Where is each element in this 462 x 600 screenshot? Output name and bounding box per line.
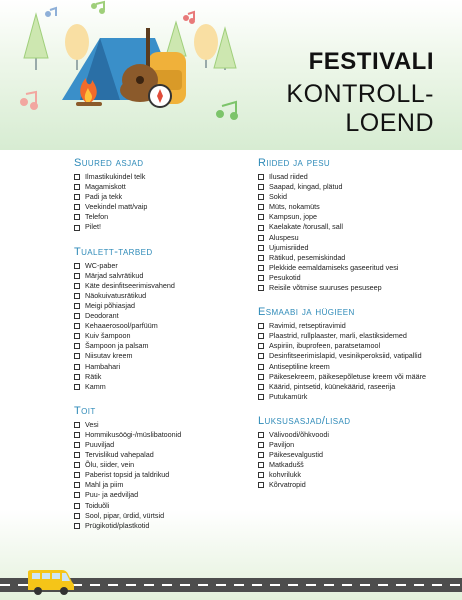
checklist-item[interactable] bbox=[74, 490, 259, 500]
checkbox[interactable] bbox=[74, 343, 80, 349]
item-label: Padi ja tekk bbox=[85, 192, 123, 202]
music-note-icon bbox=[21, 92, 37, 109]
item-label: Veekindel matt/vaip bbox=[85, 202, 148, 212]
checkbox[interactable] bbox=[258, 374, 264, 380]
item-label: Kampsun, jope bbox=[269, 212, 317, 222]
item-label: Telefon bbox=[85, 212, 109, 222]
checkbox[interactable] bbox=[74, 313, 80, 319]
checklist-item[interactable] bbox=[258, 263, 458, 273]
checkbox[interactable] bbox=[258, 442, 264, 448]
checklist-item[interactable] bbox=[258, 182, 458, 192]
tree-icon bbox=[24, 14, 48, 70]
item-label: Plekkide eemaldamiseks gaseeritud vesi bbox=[269, 262, 399, 272]
item-label: Puuviljad bbox=[85, 439, 115, 449]
item-label: Kehaaerosool/parfüüm bbox=[85, 321, 158, 331]
checkbox[interactable] bbox=[74, 384, 80, 390]
item-label: Märjad salvrätikud bbox=[85, 270, 144, 280]
section-heading: Esmaabi ja hügieen bbox=[258, 306, 355, 319]
item-label: Paberist topsid ja taldrikud bbox=[85, 470, 170, 480]
checkbox[interactable] bbox=[258, 343, 264, 349]
checklist-item[interactable] bbox=[74, 301, 259, 311]
item-label: Ujumisriided bbox=[269, 242, 309, 252]
checkbox[interactable] bbox=[258, 174, 264, 180]
section-luxury bbox=[258, 414, 458, 491]
checklist-item[interactable] bbox=[74, 311, 259, 321]
item-label: Paviljon bbox=[269, 439, 295, 449]
checklist-item[interactable] bbox=[74, 362, 259, 372]
item-label: Aluspesu bbox=[269, 232, 299, 242]
item-label: Kõrvatropid bbox=[269, 480, 306, 490]
item-label: Puu- ja aedviljad bbox=[85, 490, 139, 500]
checklist-item[interactable] bbox=[74, 430, 259, 440]
item-label: Pilet! bbox=[85, 222, 101, 232]
checkbox[interactable] bbox=[74, 482, 80, 488]
checklist-item[interactable] bbox=[74, 501, 259, 511]
checklist bbox=[74, 261, 259, 392]
checkbox[interactable] bbox=[258, 235, 264, 241]
checkbox[interactable] bbox=[258, 384, 264, 390]
checklist bbox=[74, 172, 259, 233]
checklist bbox=[258, 172, 458, 293]
item-label: Kuiv šampoon bbox=[85, 331, 131, 341]
section-toiletries bbox=[74, 245, 259, 392]
checklist-item[interactable] bbox=[258, 233, 458, 243]
item-label: Reisile võtmise suuruses pesuseep bbox=[269, 283, 382, 293]
item-label: Saapad, kingad, plätud bbox=[269, 182, 343, 192]
checklist-item[interactable] bbox=[258, 202, 458, 212]
music-note-icon bbox=[46, 8, 56, 16]
item-label: Müts, nokamüts bbox=[269, 202, 320, 212]
checklist-item[interactable] bbox=[74, 222, 259, 232]
checklist-item[interactable] bbox=[74, 172, 259, 182]
section-first-aid bbox=[258, 305, 458, 402]
checklist bbox=[258, 430, 458, 491]
item-label: Käärid, pintsetid, küünekäärid, raseerija bbox=[269, 381, 396, 391]
page-title-line-2: KONTROLL-LOEND bbox=[286, 80, 434, 137]
checkbox[interactable] bbox=[74, 194, 80, 200]
item-label: Välivoodi/õhkvoodi bbox=[269, 429, 329, 439]
checkbox[interactable] bbox=[74, 492, 80, 498]
checklist-item[interactable] bbox=[74, 192, 259, 202]
checkbox[interactable] bbox=[74, 204, 80, 210]
checklist-item[interactable] bbox=[74, 440, 259, 450]
checkbox[interactable] bbox=[74, 293, 80, 299]
checkbox[interactable] bbox=[74, 462, 80, 468]
checkbox[interactable] bbox=[74, 174, 80, 180]
item-label: Putukamürk bbox=[269, 391, 308, 401]
item-label: kohvrilukk bbox=[269, 470, 301, 480]
checkbox[interactable] bbox=[74, 442, 80, 448]
item-label: Sokid bbox=[269, 192, 287, 202]
checkbox[interactable] bbox=[74, 503, 80, 509]
section-heading: Tualett-tarbed bbox=[74, 245, 153, 258]
tree-icon bbox=[194, 24, 218, 68]
item-label: Käte desinfitseerimisvahend bbox=[85, 280, 175, 290]
checklist-item[interactable] bbox=[258, 382, 458, 392]
section-food bbox=[74, 404, 259, 531]
checklist-item[interactable] bbox=[258, 440, 458, 450]
item-label: Prügikotid/plastkotid bbox=[85, 520, 150, 530]
checkbox[interactable] bbox=[258, 265, 264, 271]
checklist-item[interactable] bbox=[258, 172, 458, 182]
section-big-items bbox=[74, 156, 259, 233]
checklist-item[interactable] bbox=[258, 212, 458, 222]
item-label: Päikesekreem, päikesepõletuse kreem või määre bbox=[269, 371, 427, 381]
item-label: Rätik bbox=[85, 371, 102, 381]
checkbox[interactable] bbox=[258, 394, 264, 400]
checkbox[interactable] bbox=[258, 452, 264, 458]
checkbox[interactable] bbox=[74, 374, 80, 380]
item-label: Ilusad riided bbox=[269, 172, 308, 181]
page-title-line-1: FESTIVALI bbox=[308, 48, 434, 75]
item-label: Desinfitseerimislapid, vesinikperoksiid, vatipallid bbox=[269, 351, 422, 361]
checkbox[interactable] bbox=[258, 482, 264, 488]
section-heading: Suured asjad bbox=[74, 157, 144, 169]
item-label: Näokuivatusrätikud bbox=[85, 290, 147, 300]
checklist-item[interactable] bbox=[74, 331, 259, 341]
checklist-item[interactable] bbox=[74, 261, 259, 271]
checklist-item[interactable] bbox=[74, 420, 259, 430]
item-label: Aspiriin, ibuprofeen, paratsetamool bbox=[269, 341, 381, 351]
checklist-item[interactable] bbox=[258, 372, 458, 382]
item-label: Kamm bbox=[85, 381, 106, 391]
item-label: Mahl ja piim bbox=[85, 480, 124, 490]
section-heading: Toit bbox=[74, 404, 96, 417]
section-clothes bbox=[258, 156, 458, 293]
section-heading: Riided ja pesu bbox=[258, 157, 331, 169]
left-column bbox=[74, 152, 259, 531]
checklist-item[interactable] bbox=[258, 283, 458, 293]
right-column bbox=[258, 152, 458, 490]
item-label: Rätikud, pesemiskindad bbox=[269, 252, 346, 262]
checklist-item[interactable] bbox=[258, 341, 458, 351]
item-label: Niisutav kreem bbox=[85, 351, 133, 361]
checklist-item[interactable] bbox=[74, 291, 259, 301]
item-label: Toiduõli bbox=[85, 500, 110, 510]
checkbox[interactable] bbox=[258, 432, 264, 438]
checkbox[interactable] bbox=[74, 323, 80, 329]
item-label: Magamiskott bbox=[85, 182, 126, 192]
checkbox[interactable] bbox=[258, 323, 264, 329]
checklist-item[interactable] bbox=[258, 480, 458, 490]
checkbox[interactable] bbox=[258, 353, 264, 359]
checklist-item[interactable] bbox=[74, 511, 259, 521]
item-label: Kaelakate /torusall, sall bbox=[269, 222, 343, 232]
checkbox[interactable] bbox=[258, 255, 264, 261]
checkbox[interactable] bbox=[74, 273, 80, 279]
checkbox[interactable] bbox=[74, 472, 80, 478]
item-label: Tervislikud vahepalad bbox=[85, 450, 154, 460]
checklist-item[interactable] bbox=[74, 450, 259, 460]
item-label: Ilmastikukindel telk bbox=[85, 172, 146, 181]
checkbox[interactable] bbox=[258, 472, 264, 478]
checklist-item[interactable] bbox=[258, 321, 458, 331]
checkbox[interactable] bbox=[74, 364, 80, 370]
item-label: Matkadušš bbox=[269, 460, 304, 470]
checklist-item[interactable] bbox=[74, 212, 259, 222]
item-label: Hommikusöögi-/müslibatoonid bbox=[85, 429, 182, 439]
item-label: Vesi bbox=[85, 419, 99, 429]
checklist-item[interactable] bbox=[74, 281, 259, 291]
checkbox[interactable] bbox=[258, 214, 264, 220]
checkbox[interactable] bbox=[258, 225, 264, 231]
checkbox[interactable] bbox=[74, 422, 80, 428]
checklist-item[interactable] bbox=[74, 351, 259, 361]
checkbox[interactable] bbox=[258, 275, 264, 281]
music-note-icon bbox=[92, 2, 104, 13]
checklist-item[interactable] bbox=[74, 382, 259, 392]
checklist-item[interactable] bbox=[258, 460, 458, 470]
item-label: Meigi põhiasjad bbox=[85, 300, 135, 310]
checkbox[interactable] bbox=[74, 225, 80, 231]
checklist-item[interactable] bbox=[74, 182, 259, 192]
item-label: Deodorant bbox=[85, 311, 119, 321]
checklist-item[interactable] bbox=[258, 222, 458, 232]
checklist-item[interactable] bbox=[258, 351, 458, 361]
checkbox[interactable] bbox=[74, 432, 80, 438]
item-label: Õlu, siider, vein bbox=[85, 460, 135, 470]
checklist-item[interactable] bbox=[74, 271, 259, 281]
checkbox[interactable] bbox=[74, 263, 80, 269]
checklist-item[interactable] bbox=[258, 362, 458, 372]
checklist-item[interactable] bbox=[74, 341, 259, 351]
checklist-item[interactable] bbox=[74, 321, 259, 331]
checkbox[interactable] bbox=[258, 333, 264, 339]
item-label: WC-paber bbox=[85, 260, 118, 270]
checkbox[interactable] bbox=[74, 523, 80, 529]
checklist-item[interactable] bbox=[258, 450, 458, 460]
checklist-item[interactable] bbox=[258, 273, 458, 283]
checkbox[interactable] bbox=[74, 184, 80, 190]
checklist-item[interactable] bbox=[258, 430, 458, 440]
checkbox[interactable] bbox=[258, 194, 264, 200]
checkbox[interactable] bbox=[74, 283, 80, 289]
checklist-item[interactable] bbox=[74, 460, 259, 470]
checklist-item[interactable] bbox=[74, 372, 259, 382]
checkbox[interactable] bbox=[258, 204, 264, 210]
van-icon bbox=[26, 568, 76, 596]
music-note-icon bbox=[184, 12, 194, 23]
checklist-item[interactable] bbox=[258, 192, 458, 202]
item-label: Plaastrid, rullplaaster, marli, elastiksidemed bbox=[269, 331, 407, 341]
checklist-item[interactable] bbox=[74, 202, 259, 212]
checkbox[interactable] bbox=[258, 184, 264, 190]
checklist-item[interactable] bbox=[74, 480, 259, 490]
compass-icon bbox=[149, 85, 171, 107]
checklist-item[interactable] bbox=[258, 253, 458, 263]
checkbox[interactable] bbox=[74, 333, 80, 339]
checklist-item[interactable] bbox=[258, 470, 458, 480]
section-heading: Luksusasjad/lisad bbox=[258, 414, 351, 427]
item-label: Pesukotid bbox=[269, 272, 301, 282]
checklist-item[interactable] bbox=[258, 331, 458, 341]
checkbox[interactable] bbox=[258, 364, 264, 370]
checkbox[interactable] bbox=[74, 513, 80, 519]
checkbox[interactable] bbox=[258, 245, 264, 251]
item-label: Antiseptiline kreem bbox=[269, 361, 330, 371]
checklist-item[interactable] bbox=[258, 392, 458, 402]
checklist bbox=[258, 321, 458, 402]
checkbox[interactable] bbox=[74, 452, 80, 458]
checklist bbox=[74, 420, 259, 531]
checklist-item[interactable] bbox=[74, 521, 259, 531]
checklist-item[interactable] bbox=[74, 470, 259, 480]
item-label: Hambahari bbox=[85, 361, 121, 371]
checkbox[interactable] bbox=[74, 353, 80, 359]
checkbox[interactable] bbox=[74, 303, 80, 309]
checkbox[interactable] bbox=[258, 285, 264, 291]
item-label: Päikesevalgustid bbox=[269, 450, 323, 460]
item-label: Sool, pipar, ürdid, vürtsid bbox=[85, 510, 165, 520]
item-label: Ravimid, retseptiravimid bbox=[269, 321, 346, 331]
tree-icon bbox=[214, 28, 236, 70]
item-label: Šampoon ja palsam bbox=[85, 341, 149, 351]
checkbox[interactable] bbox=[74, 214, 80, 220]
checklist-item[interactable] bbox=[258, 243, 458, 253]
checkbox[interactable] bbox=[258, 462, 264, 468]
